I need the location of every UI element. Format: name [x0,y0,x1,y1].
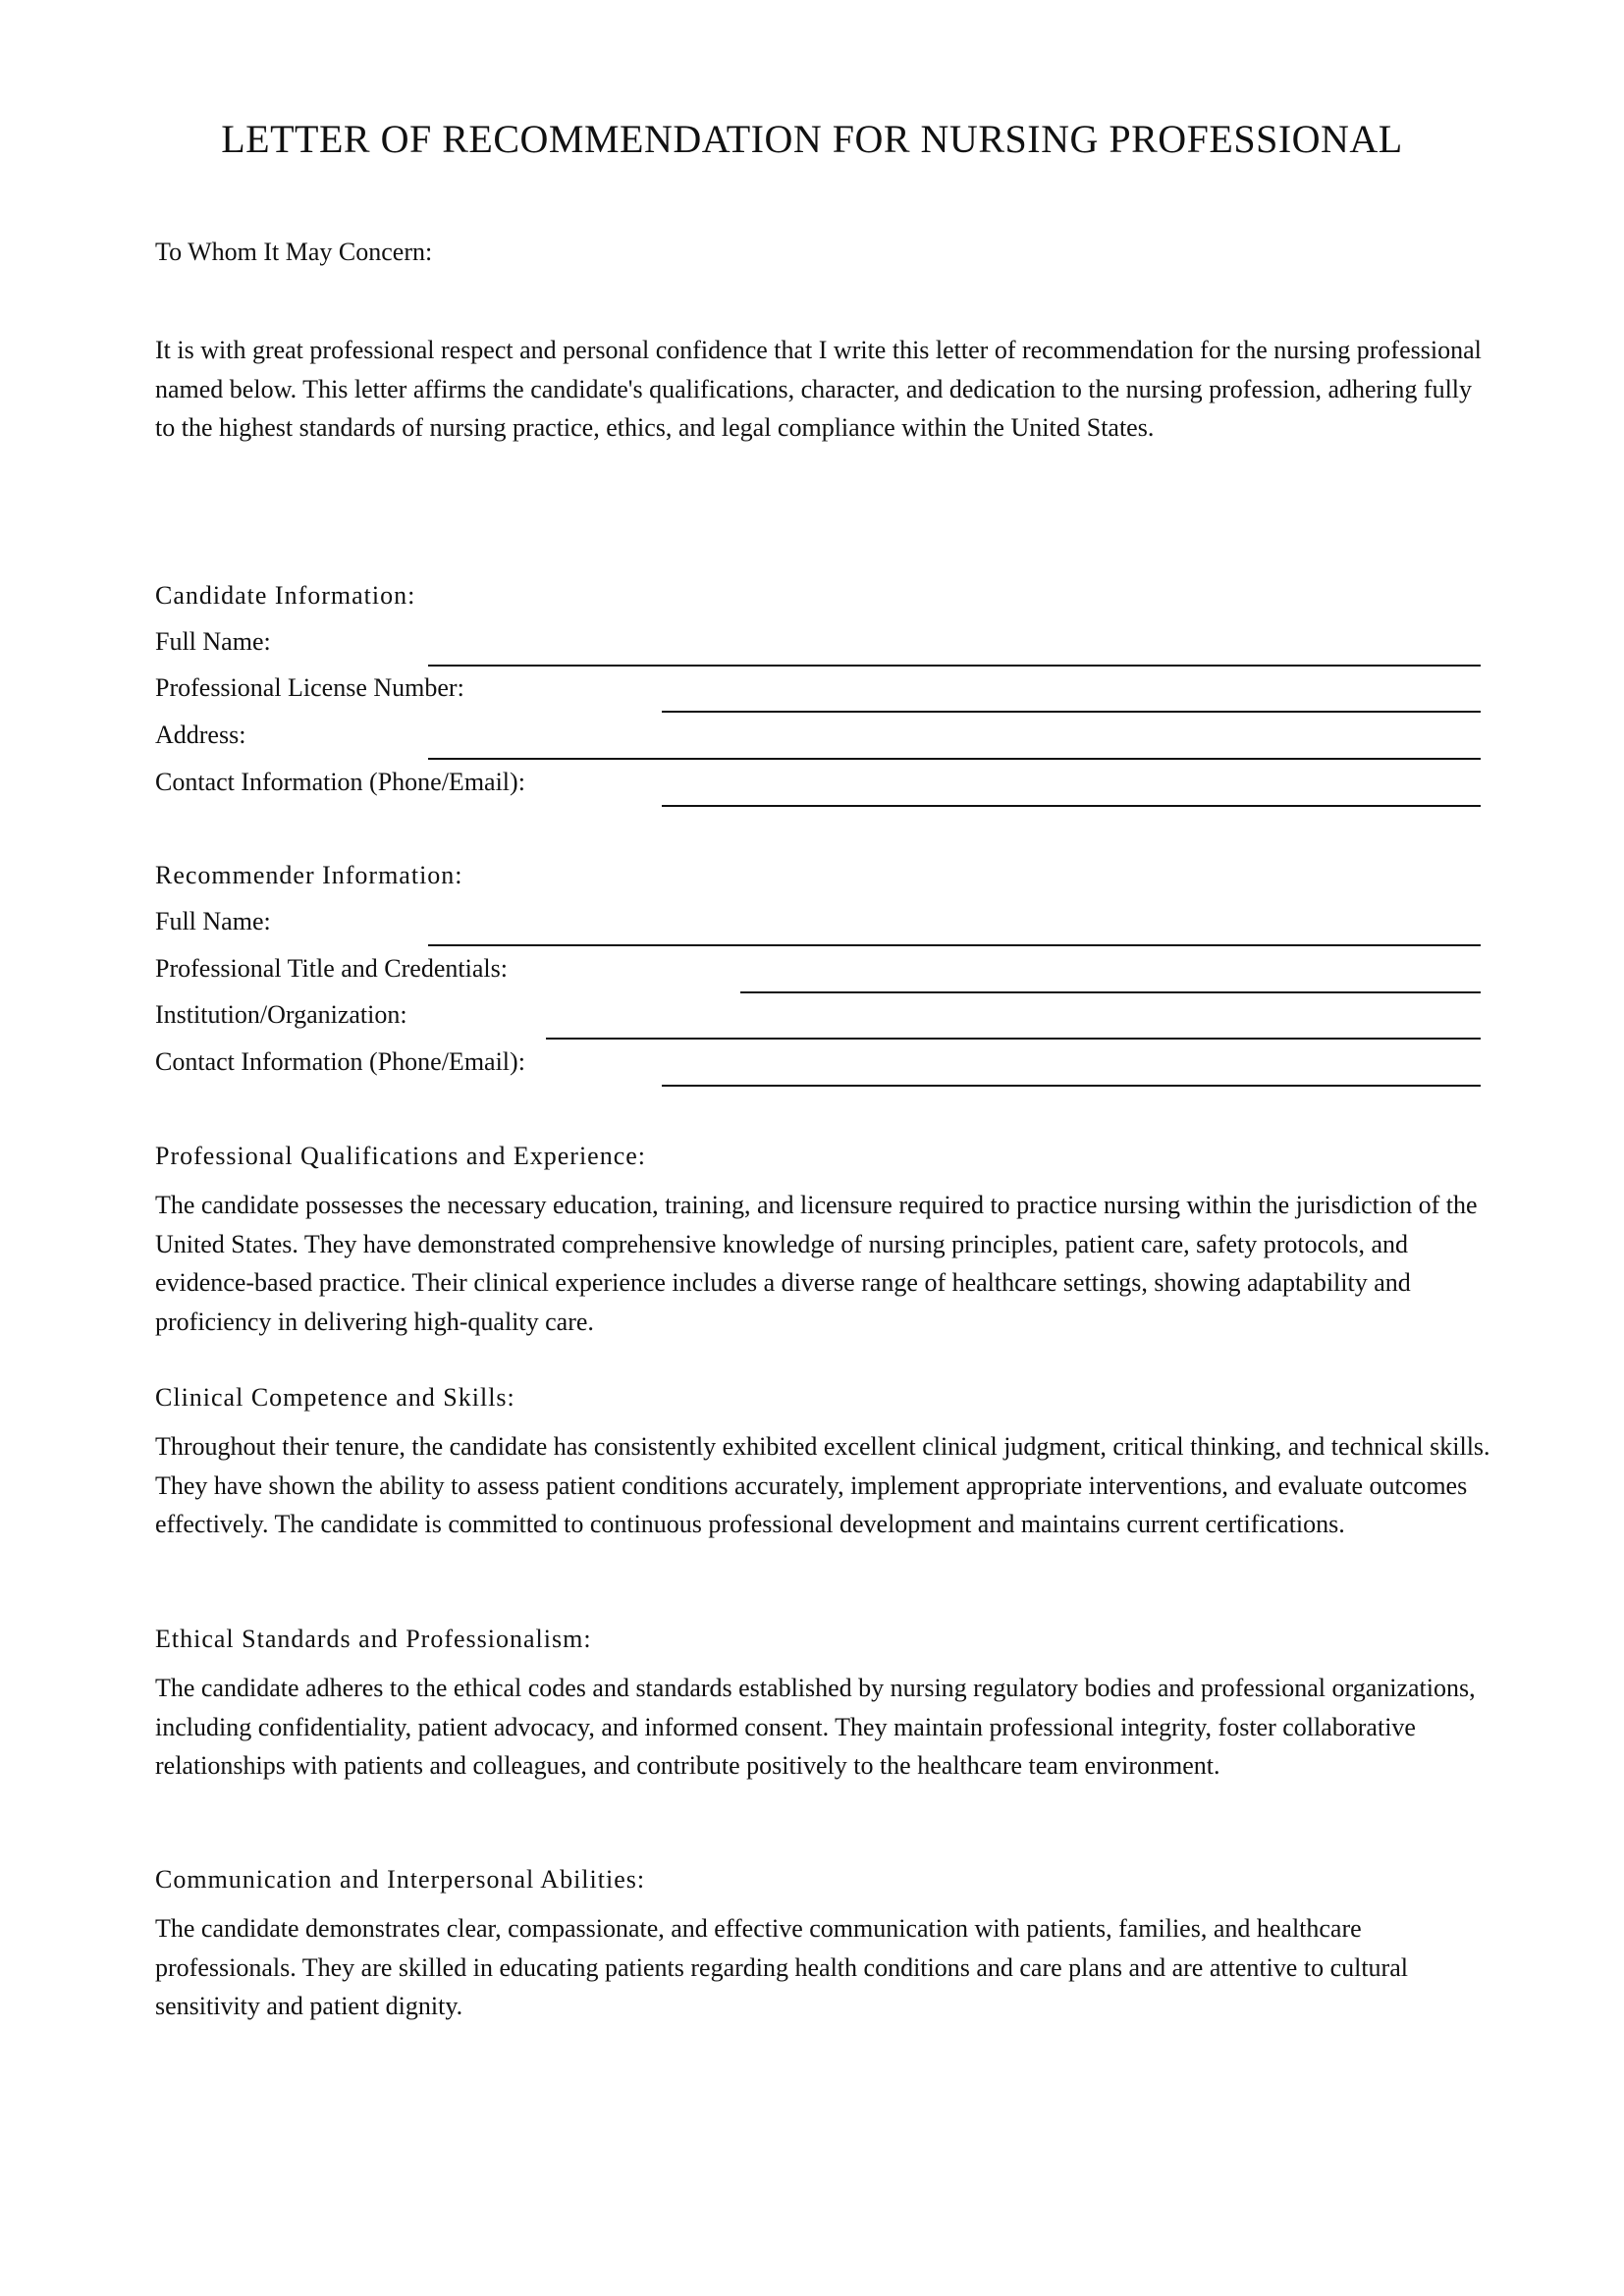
candidate-license-field[interactable] [662,711,1481,713]
clinical-competence-heading: Clinical Competence and Skills: [155,1383,515,1412]
candidate-contact-row [155,768,1481,807]
candidate-license-row [155,673,1481,713]
candidate-address-field[interactable] [428,758,1481,760]
recommender-contact-row [155,1047,1481,1087]
candidate-address-row [155,721,1481,760]
candidate-info-heading: Candidate Information: [155,581,416,610]
recommender-institution-field[interactable] [546,1038,1481,1040]
recommender-full-name-field[interactable] [428,944,1481,946]
recommender-info-heading: Recommender Information: [155,861,463,889]
recommender-full-name-row [155,907,1481,946]
candidate-contact-label: Contact Information (Phone/Email): [155,768,525,796]
candidate-address-label: Address: [155,721,246,749]
recommender-institution-label: Institution/Organization: [155,1000,407,1029]
recommender-institution-row [155,1000,1481,1040]
candidate-full-name-label: Full Name: [155,627,271,656]
qualifications-paragraph: The candidate possesses the necessary education, training, and licensure required to practice nursing within the jurisdiction of the United States. They have demonstrated comprehensive knowledge of nursing principles, patient care, safety protocols, and evidence-based practice. Their clinical experience includes a diverse range of healthcare settings, showing adaptability and proficiency in delivering high-quality care. [155,1191,1478,1336]
recommender-full-name-label: Full Name: [155,907,271,935]
candidate-full-name-row [155,627,1481,667]
ethical-standards-heading: Ethical Standards and Professionalism: [155,1625,592,1653]
document-title: LETTER OF RECOMMENDATION FOR NURSING PROFESSIONAL [221,117,1403,161]
candidate-contact-field[interactable] [662,805,1481,807]
recommender-contact-label: Contact Information (Phone/Email): [155,1047,525,1076]
ethical-standards-paragraph: The candidate adheres to the ethical codes and standards established by nursing regulatory bodies and professional organizations, including confidentiality, patient advocacy, and informed consent. They maintain professional integrity, foster collaborative relationships with patients and colleagues, and contribute positively to the healthcare team environment. [155,1674,1476,1780]
clinical-competence-paragraph: Throughout their tenure, the candidate has consistently exhibited excellent clinical judgment, critical thinking, and technical skills. They have shown the ability to assess patient conditions accurately, implement appropriate interventions, and evaluate outcomes effectively. The candidate is committed to continuous professional development and maintains current certifications. [155,1432,1490,1538]
qualifications-heading: Professional Qualifications and Experience: [155,1142,647,1170]
candidate-license-label: Professional License Number: [155,673,464,702]
salutation: To Whom It May Concern: [155,238,433,266]
recommender-title-field[interactable] [740,991,1481,993]
communication-heading: Communication and Interpersonal Abilities: [155,1865,646,1894]
intro-paragraph: It is with great professional respect and personal confidence that I write this letter of recommendation for the nursing professional named below. This letter affirms the candidate's qualifications, character, and dedication to the nursing profession, adhering fully to the highest standards of nursing practice, ethics, and legal compliance within the United States. [155,336,1482,442]
recommender-title-row [155,954,1481,993]
communication-paragraph: The candidate demonstrates clear, compassionate, and effective communication with patients, families, and healthcare professionals. They are skilled in educating patients regarding health conditions and care plans and are attentive to cultural sensitivity and patient dignity. [155,1914,1408,2020]
candidate-full-name-field[interactable] [428,665,1481,667]
recommender-title-label: Professional Title and Credentials: [155,954,508,983]
recommender-contact-field[interactable] [662,1085,1481,1087]
